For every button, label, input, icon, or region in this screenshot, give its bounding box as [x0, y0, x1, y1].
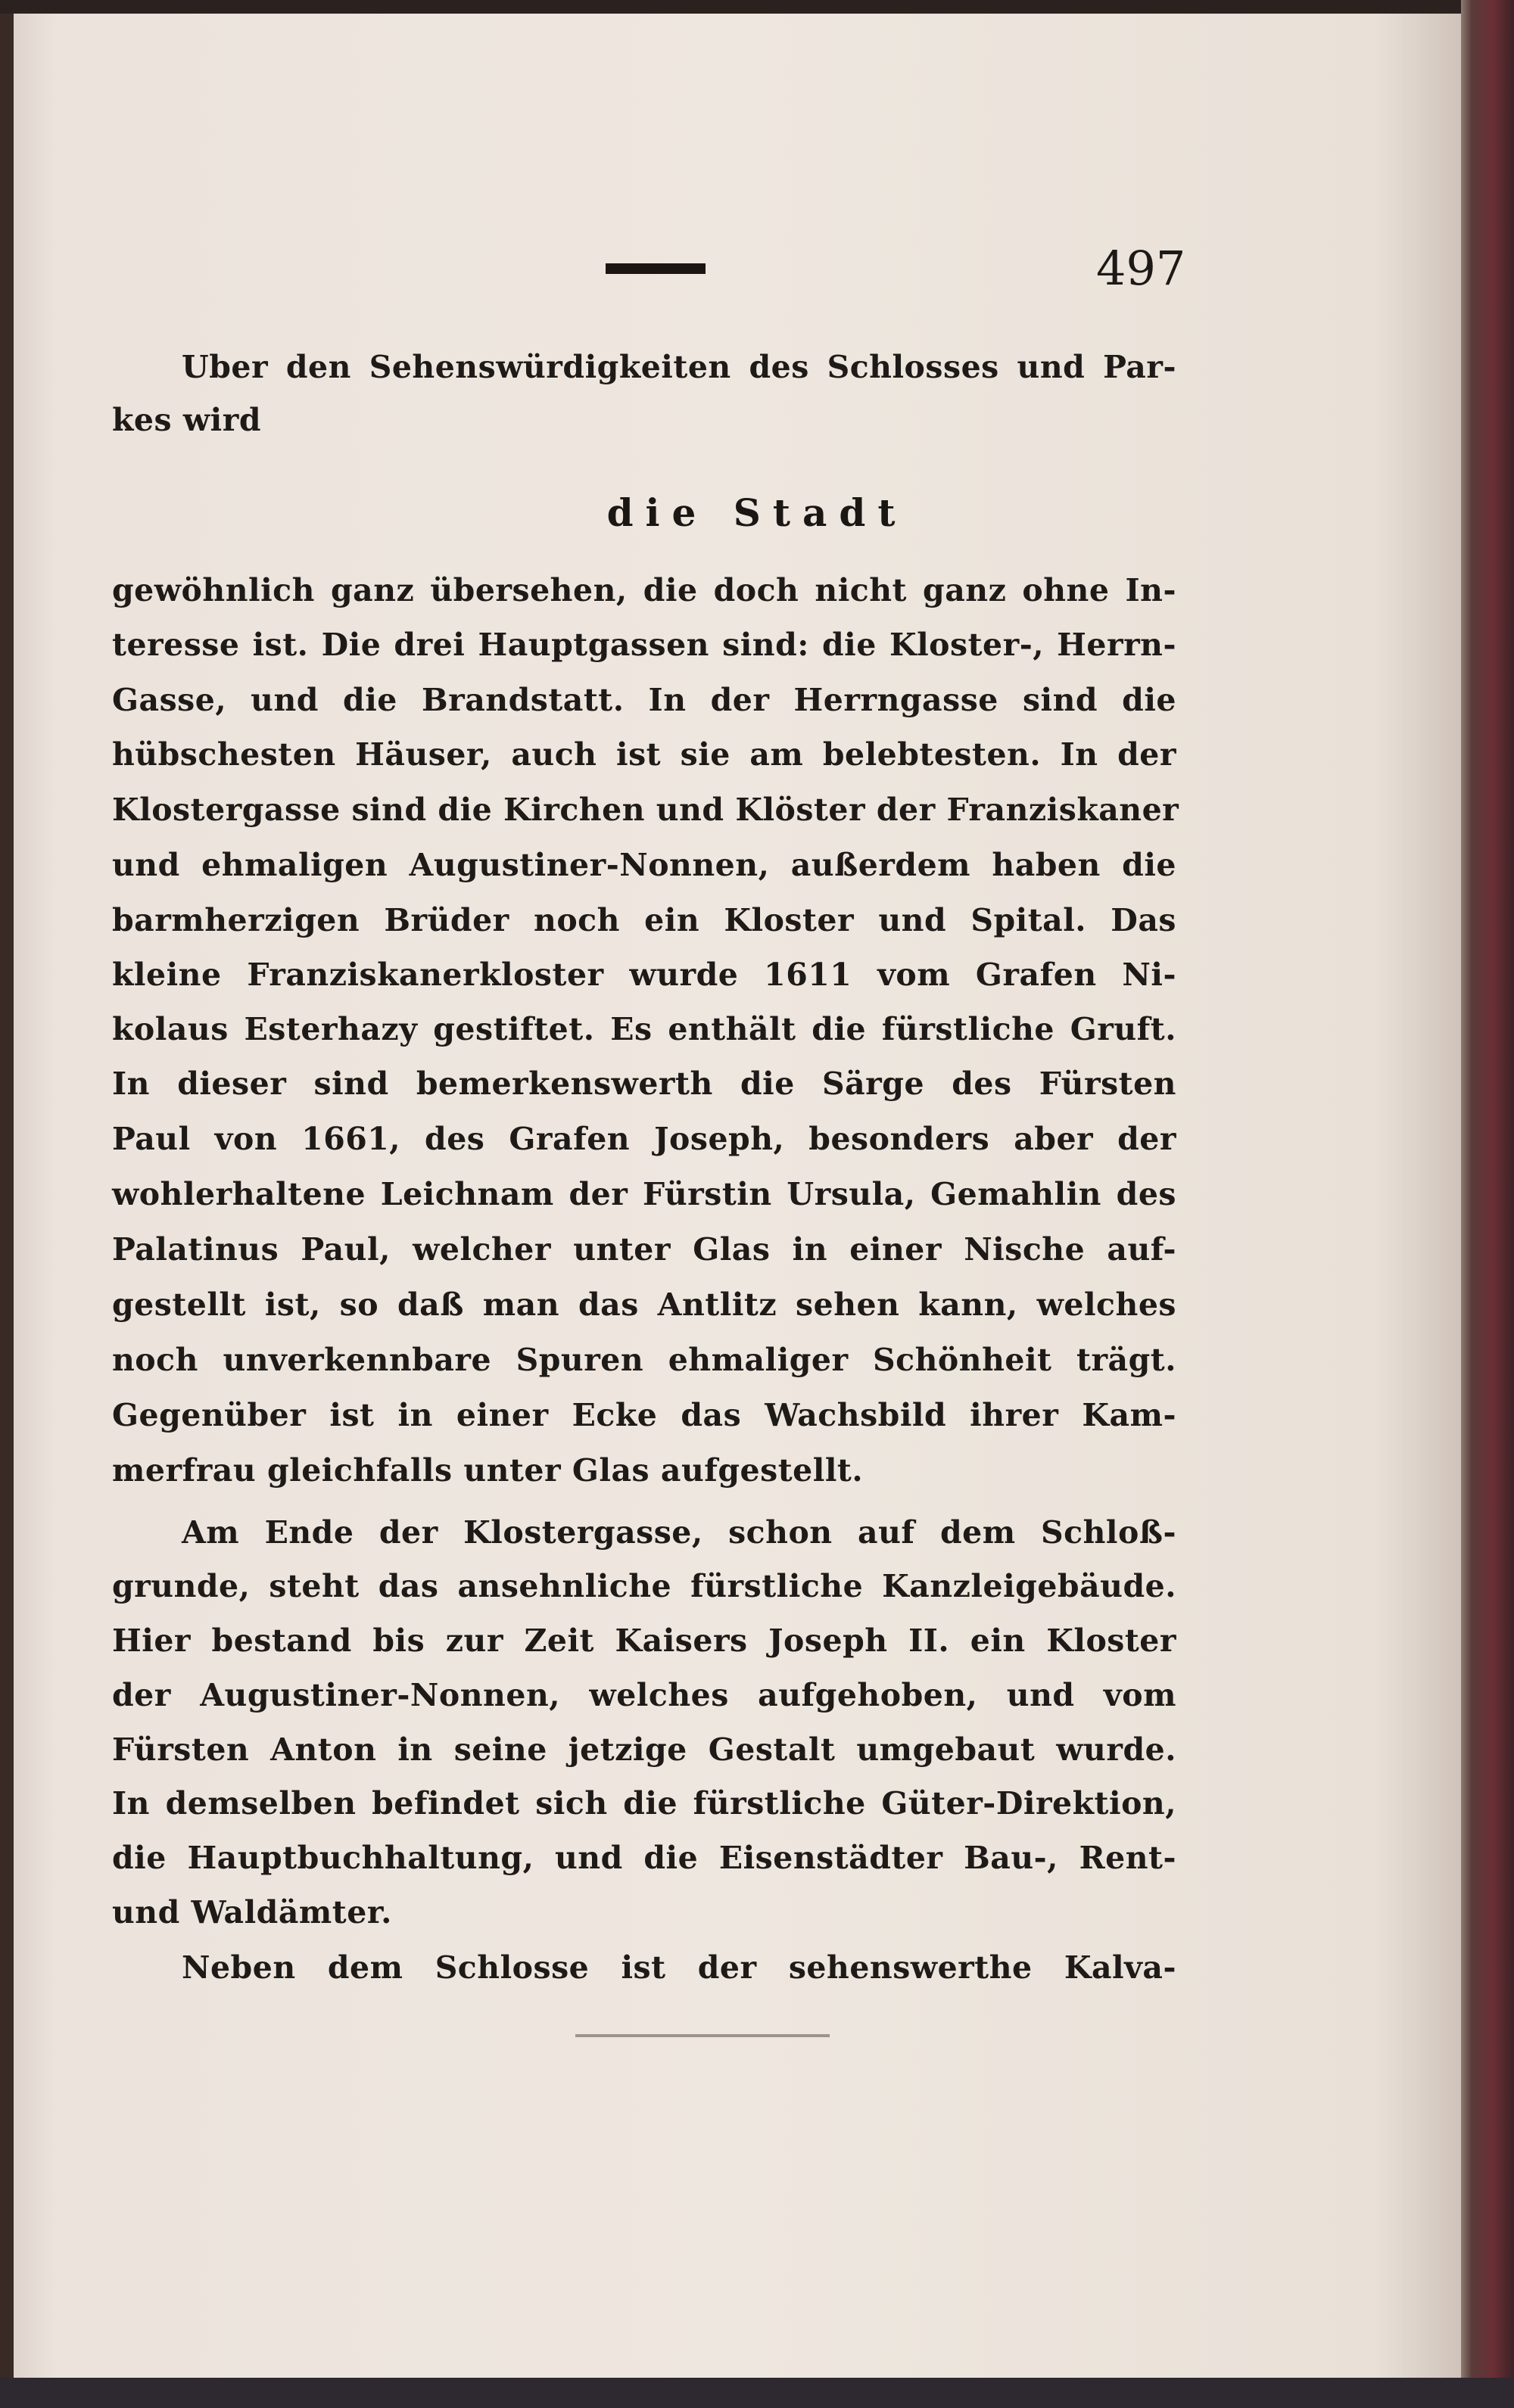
text-line: barmherzigen Brüder noch ein Kloster und Spital. Das — [112, 902, 1176, 938]
text-line: Uber den Sehenswürdigkeiten des Schlosses und Par- — [182, 349, 1176, 385]
text-line: Paul von 1661, des Grafen Joseph, besonders aber der — [112, 1121, 1176, 1157]
text-line: In dieser sind bemerkenswerth die Särge des Fürsten — [112, 1066, 1176, 1102]
footer-rule — [575, 2034, 830, 2037]
text-line: und ehmaligen Augustiner-Nonnen, außerdem haben die — [112, 847, 1176, 883]
text-line: teresse ist. Die drei Hauptgassen sind: die Kloster-, Herrn- — [112, 627, 1176, 663]
text-line: Fürsten Anton in seine jetzige Gestalt umgebaut wurde. — [112, 1731, 1176, 1768]
page-number: 497 — [1096, 241, 1186, 296]
text-line: Gasse, und die Brandstatt. In der Herrngasse sind die — [112, 682, 1176, 718]
text-line: gewöhnlich ganz übersehen, die doch nicht ganz ohne In- — [112, 572, 1176, 608]
text-line: grunde, steht das ansehnliche fürstliche Kanzleigebäude. — [112, 1568, 1176, 1604]
text-line: Neben dem Schlosse ist der sehenswerthe Kalva- — [182, 1949, 1176, 1986]
text-line: kleine Franziskanerkloster wurde 1611 vom Grafen Ni- — [112, 957, 1176, 993]
text-line: Hier bestand bis zur Zeit Kaisers Joseph II. ein Kloster — [112, 1622, 1176, 1659]
text-line: kolaus Esterhazy gestiftet. Es enthält die fürstliche Gruft. — [112, 1011, 1176, 1047]
text-line: Palatinus Paul, welcher unter Glas in einer Nische auf- — [112, 1231, 1176, 1268]
text-line: Am Ende der Klostergasse, schon auf dem Schloß- — [182, 1514, 1176, 1551]
book-cover-edge — [1461, 0, 1514, 2408]
text-line: hübschesten Häuser, auch ist sie am belebtesten. In der — [112, 736, 1176, 773]
text-line: In demselben befindet sich die fürstliche Güter-Direktion, — [112, 1785, 1176, 1822]
text-line: gestellt ist, so daß man das Antlitz sehen kann, welches — [112, 1286, 1176, 1323]
text-line: wohlerhaltene Leichnam der Fürstin Ursula, Gemahlin des — [112, 1176, 1176, 1212]
text-line: merfrau gleichfalls unter Glas aufgestellt. — [112, 1452, 864, 1489]
text-line: noch unverkennbare Spuren ehmaliger Schönheit trägt. — [112, 1342, 1176, 1378]
text-line: Klostergasse sind die Kirchen und Klöster der Franziskaner — [112, 792, 1179, 828]
scan-bottom-edge — [0, 2378, 1514, 2408]
text-line: Gegenüber ist in einer Ecke das Wachsbild ihrer Kam- — [112, 1397, 1176, 1433]
text-line: kes wird — [112, 402, 261, 438]
text-line: die Hauptbuchhaltung, und die Eisenstädter Bau-, Rent- — [112, 1840, 1176, 1876]
text-line: der Augustiner-Nonnen, welches aufgehoben, und vom — [112, 1677, 1176, 1713]
scan-top-edge — [0, 0, 1514, 14]
text-line: und Waldämter. — [112, 1894, 392, 1930]
section-title: die Stadt — [606, 490, 908, 535]
header-rule — [606, 263, 706, 274]
